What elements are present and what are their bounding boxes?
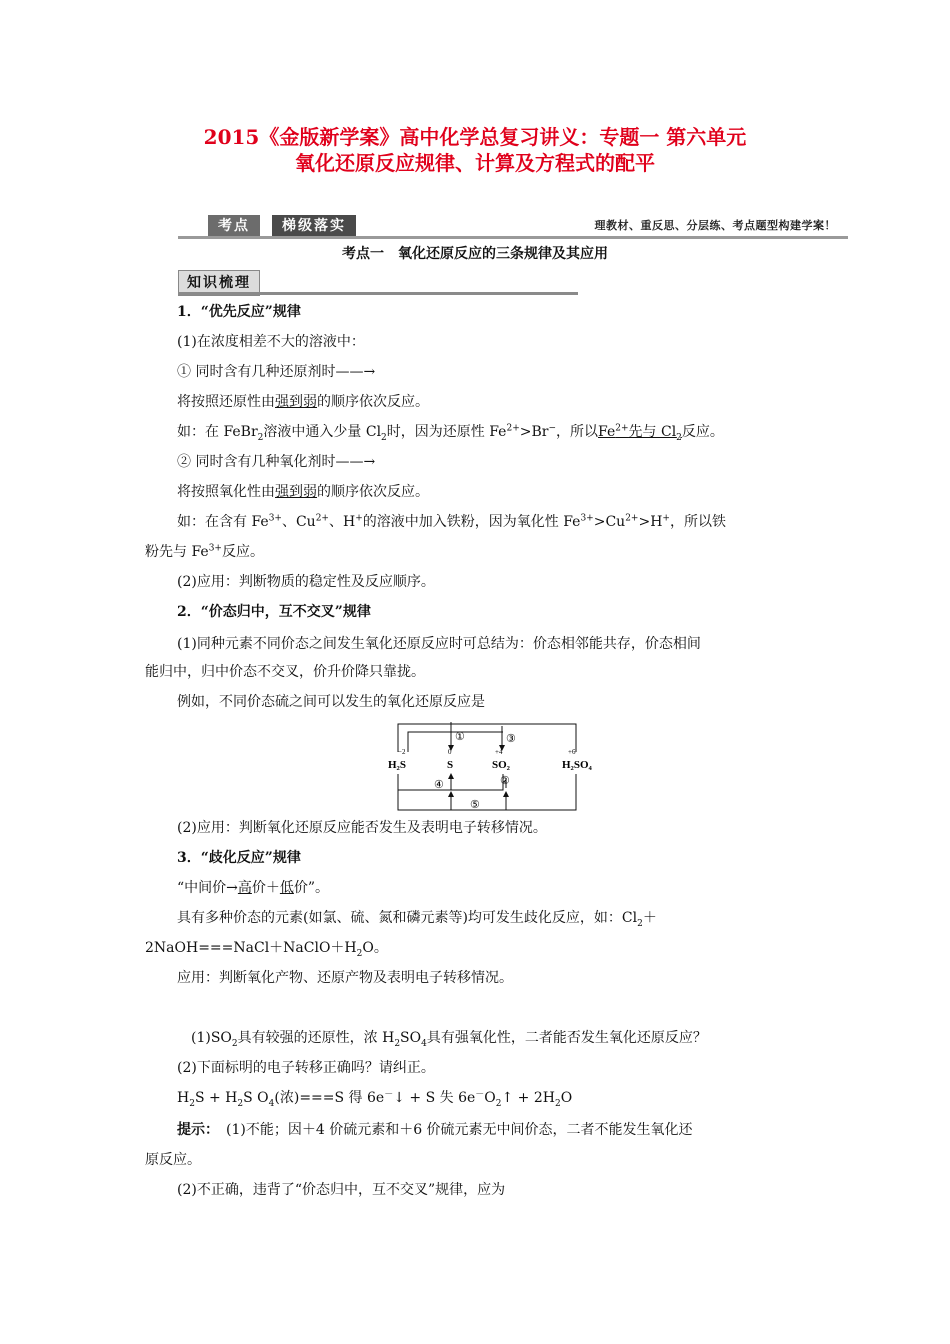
banner-tag-kaodian: 考点: [208, 215, 260, 237]
sulfur-valence-diagram: [378, 718, 608, 818]
species-h2so4: H₂SO₄: [562, 759, 592, 771]
banner-slogan: 理教材、重反思、分层练、考点题型构建学案！: [594, 219, 836, 232]
marker-5: ⑤: [470, 799, 480, 811]
para-line: 具有多种价态的元素(如氯、硫、氮和磷元素等)均可发生歧化反应，如：$Cl_2+$: [177, 910, 657, 929]
para-line: 能归中，归中价态不交叉，价升价降只靠拢。: [145, 664, 425, 680]
marker-4: ④: [434, 779, 444, 791]
valence-h2s: −2: [398, 748, 406, 756]
answer-line: 提示： (1)不能；因＋4 价硫元素和＋6 价硫元素无中间价态，二者不能发生氧化还: [177, 1122, 693, 1138]
para-line: (2)应用：判断物质的稳定性及反应顺序。: [177, 574, 435, 590]
para-line: ① 同时含有几种还原剂时——→: [177, 364, 376, 380]
section-banner: [178, 212, 848, 240]
para-line: 将按照氧化性由强到弱的顺序依次反应。: [177, 484, 429, 500]
document-title-line1: 2015《金版新学案》高中化学总复习讲义：专题一 第六单元: [203, 125, 747, 149]
para-line: ② 同时含有几种氧化剂时——→: [177, 454, 376, 470]
para-line: 例如，不同价态硫之间可以发生的氧化还原反应是: [177, 694, 485, 710]
equation-line: $H_2S + H_2S$ $O_4$(浓)===S 得 6e－↓ + S 失 $6e^-O_2↑ + 2H_2O$: [177, 1089, 573, 1109]
para-line: $2NaOH===NaCl+NaClO+H_2O$。: [145, 940, 388, 959]
para-line: (1)在浓度相差不大的溶液中：: [177, 334, 365, 350]
para-line: “中间价→高价＋低价”。: [177, 880, 330, 896]
valence-s: 0: [448, 748, 452, 756]
valence-so2: +4: [495, 748, 503, 756]
para-line: (2)应用：判断氧化还原反应能否发生及表明电子转移情况。: [177, 820, 547, 836]
underlined-text: $Fe^{2+}$先与 $Cl_2$: [598, 423, 682, 443]
para-line: (1)同种元素不同价态之间发生氧化还原反应时可总结为：价态相邻能共存，价态相间: [177, 636, 701, 652]
answer-line: 原反应。: [145, 1152, 201, 1168]
valence-h2so4: +6: [568, 748, 576, 756]
underlined-text: 高: [237, 880, 252, 896]
para-line: 如：在 FeBr$_2$溶液中通入少量 $Cl_2$时，因为还原性 $Fe^{2+}>Br^-$，所以$Fe^{2+}$先与 $Cl_2$反应。: [177, 423, 724, 443]
heading-1: 1．“优先反应”规律: [177, 304, 301, 320]
para-line: 应用：判断氧化产物、还原产物及表明电子转移情况。: [177, 970, 513, 986]
marker-3: ③: [506, 733, 516, 745]
section-title: 考点一 氧化还原反应的三条规律及其应用: [342, 246, 608, 262]
para-line: 如：在含有 $Fe^{3+}$、$Cu^{2+}$、H+的溶液中加入铁粉，因为氧化性 $Fe^{3+}>Cu^{2+}>H^+$，所以铁: [177, 513, 726, 530]
marker-1: ①: [455, 731, 465, 743]
knowledge-label: 知识梳理: [178, 270, 260, 296]
knowledge-rule: [178, 292, 578, 295]
para-line: 将按照还原性由强到弱的顺序依次反应。: [177, 394, 429, 410]
heading-3: 3．“歧化反应”规律: [177, 850, 301, 866]
underlined-text: 低: [279, 880, 294, 896]
species-so2: SO₂: [492, 759, 510, 771]
para-line: 粉先与 $Fe^{3+}$反应。: [145, 543, 264, 560]
marker-2: ②: [500, 775, 510, 787]
banner-tag-tiji: 梯级落实: [272, 215, 356, 237]
document-title-line2: 氧化还原反应规律、计算及方程式的配平: [295, 151, 655, 175]
knowledge-header: [178, 268, 578, 296]
hint-label: 提示：: [177, 1122, 212, 1138]
question-2: (2)下面标明的电子转移正确吗？请纠正。: [177, 1060, 435, 1076]
answer-line: (2)不正确，违背了“价态归中，互不交叉”规律，应为: [177, 1182, 506, 1198]
species-s: S: [447, 759, 454, 771]
underlined-text: 强到弱: [275, 484, 317, 500]
heading-2: 2．“价态归中，互不交叉”规律: [177, 604, 371, 620]
species-h2s: H₂S: [388, 759, 406, 771]
underlined-text: 强到弱: [275, 394, 317, 410]
question-1: $(1)SO_2$具有较强的还原性，浓 $H_2SO_4$具有强氧化性，二者能否发生氧化还原反应？: [191, 1030, 707, 1049]
banner-rule: [178, 236, 848, 239]
